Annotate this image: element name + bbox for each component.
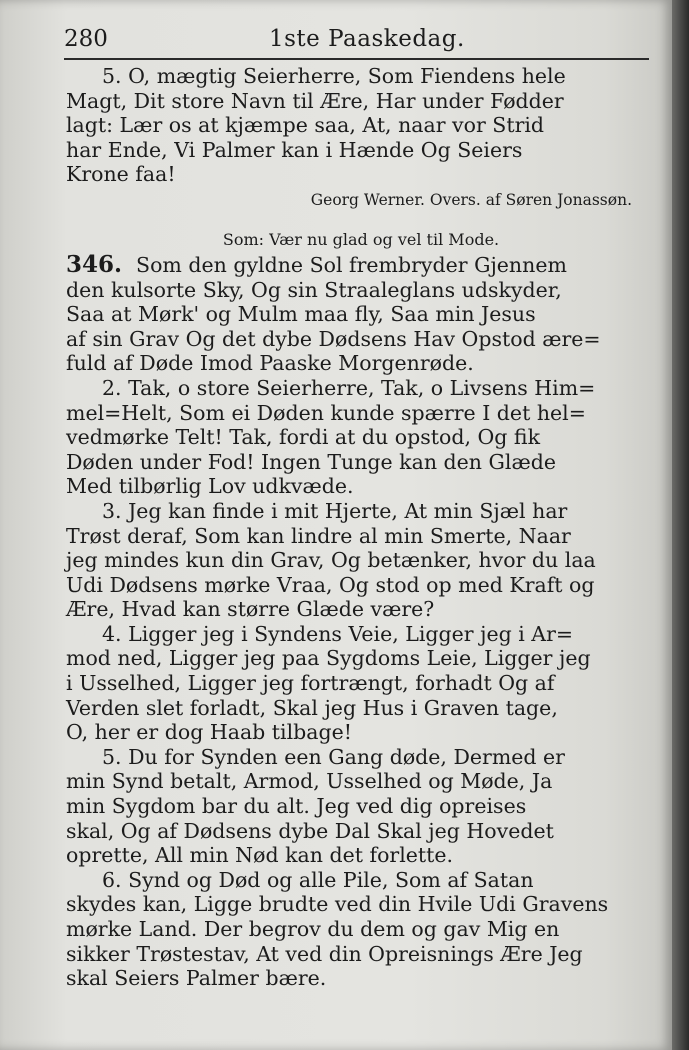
verse-line: skal, Og af Dødsens dybe Dal Skal jeg Hovedet [66, 818, 554, 843]
hymn-stanza-5 [66, 745, 656, 868]
verse-line: mod ned, Ligger jeg paa Sygdoms Leie, Ligger jeg [66, 646, 591, 671]
melody-note: Som: Vær nu glad og vel til Mode. [222, 229, 500, 249]
verse-line: 6. Synd og Død og alle Pile, Som af Satan [102, 867, 534, 892]
verse-line: 4. Ligger jeg i Syndens Veie, Ligger jeg i Ar= [102, 621, 574, 646]
verse-line: Krone faa! [66, 162, 176, 187]
hymn-stanza-2 [66, 376, 656, 499]
verse-line: Med tilbørlig Lov udkvæde. [66, 474, 354, 499]
page-edge-shadow [672, 0, 689, 1050]
verse-line: min Synd betalt, Armod, Usselhed og Møde, Ja [66, 769, 553, 794]
hymn-number: 346. [66, 250, 123, 278]
verse-line: lagt: Lær os at kjæmpe saa, At, naar vor Strid [66, 113, 545, 138]
prev-hymn-stanza-5 [66, 64, 656, 187]
verse-line: Udi Dødsens mørke Vraa, Og stod op med Kraft og [66, 572, 595, 597]
verse-line: Trøst deraf, Som kan lindre al min Smerte, Naar [66, 523, 571, 548]
verse-line: O, her er dog Haab tilbage! [66, 720, 352, 745]
verse-line: fuld af Døde Imod Paaske Morgenrøde. [66, 351, 474, 376]
verse-line: 5. O, mægtig Seierherre, Som Fiendens hele [102, 64, 566, 88]
verse-line: den kulsorte Sky, Og sin Straaleglans udskyder, [66, 277, 562, 302]
hymn-stanza-4 [66, 622, 656, 745]
verse-line: skal Seiers Palmer bære. [66, 966, 327, 991]
verse-line: Døden under Fod! Ingen Tunge kan den Glæde [66, 449, 556, 474]
verse-line: mel=Helt, Som ei Døden kunde spærre I det hel= [66, 400, 586, 425]
verse-line: skydes kan, Ligge brudte ved din Hvile Udi Gravens [66, 892, 609, 917]
hymn-stanza-3 [66, 499, 656, 622]
verse-line: vedmørke Telt! Tak, fordi at du opstod, Og fik [66, 425, 541, 450]
verse-line: 2. Tak, o store Seierherre, Tak, o Livsens Him= [102, 375, 596, 400]
verse-line: sikker Trøstestav, At ved din Opreisnings Ære Jeg [66, 941, 583, 966]
verse-line: Ære, Hvad kan større Glæde være? [66, 597, 435, 622]
header-rule [64, 58, 649, 60]
hymn-stanza-1 [66, 250, 656, 376]
verse-line [66, 250, 656, 278]
verse-line: jeg mindes kun din Grav, Og betænker, hvor du laa [66, 548, 596, 573]
verse-line: i Usselhed, Ligger jeg fortrængt, forhadt Og af [66, 671, 555, 696]
author-credit: Georg Werner. Overs. af Søren Jonassøn. [310, 190, 632, 209]
verse-line: min Sygdom bar du alt. Jeg ved dig opreises [66, 794, 527, 819]
verse-line-text: Som den gyldne Sol frembryder Gjennem [136, 252, 567, 277]
verse-line: har Ende, Vi Palmer kan i Hænde Og Seiers [66, 137, 523, 162]
verse-line: mørke Land. Der begrov du dem og gav Mig en [66, 917, 560, 941]
page-header [64, 22, 649, 58]
verse-line: 5. Du for Synden een Gang døde, Dermed er [102, 744, 565, 769]
verse-line: 3. Jeg kan finde i mit Hjerte, At min Sjæl har [102, 498, 568, 523]
running-title: 1ste Paaskedag. [269, 26, 465, 52]
verse-line: Magt, Dit store Navn til Ære, Har under Fødder [66, 88, 564, 113]
hymn-stanza-6 [66, 868, 656, 991]
page-number: 280 [64, 26, 108, 52]
verse-line: af sin Grav Og det dybe Dødsens Hav Opstod ære= [66, 326, 601, 351]
verse-line: Verden slet forladt, Skal jeg Hus i Graven tage, [66, 695, 558, 720]
page-body [66, 64, 656, 991]
verse-line: oprette, All min Nød kan det forlette. [66, 843, 454, 868]
verse-line: Saa at Mørk' og Mulm maa fly, Saa min Jesus [66, 302, 536, 327]
